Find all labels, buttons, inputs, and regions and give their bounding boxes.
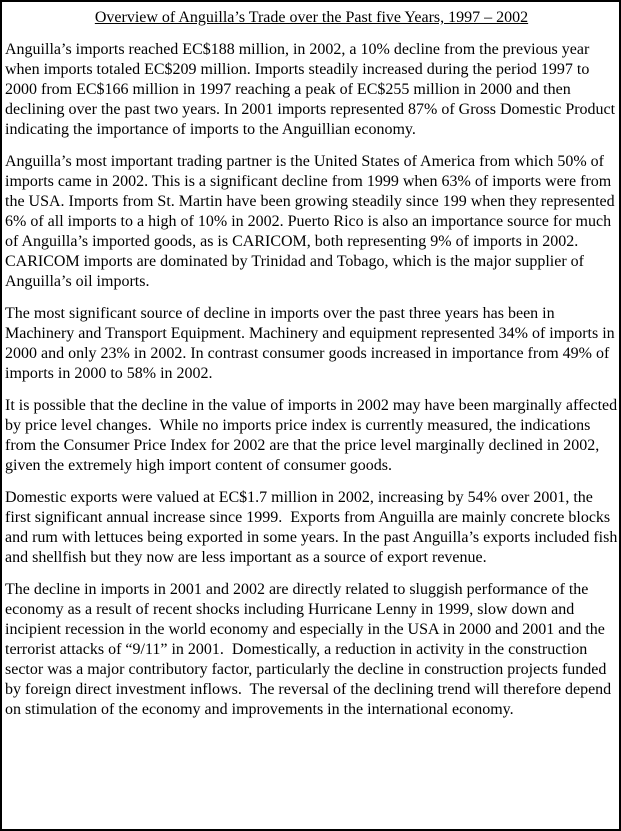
paragraph-machinery-decline: The most significant source of decline in imports over the past three years has been in Machinery and Transport Equipment. Machinery and equipment represented 34% of imports in 2000 and only 23% in 2002. In contrast consumer goods increased in importance from 49% of imports in 2000 to 58% in 2002. (5, 305, 619, 382)
paragraph-decline-causes: The decline in imports in 2001 and 2002 are directly related to sluggish performance of the economy as a result of recent shocks including Hurricane Lenny in 1999, slow down and incipient recession in the world economy and especially in the USA in 2000 and 2001 and the terrorist attacks of “9/11” in 2001. Domestically, a reduction in activity in the construction sector was a major contributory factor, particularly the decline in construction projects funded by foreign direct investment inflows. The reversal of the declining trend will therefore depend on stimulation of the economy and improvements in the international economy. (5, 581, 616, 718)
paragraph-price-level: It is possible that the decline in the value of imports in 2002 may have been marginally affected by price level changes. While no imports price index is currently measured, the indications from the Consumer Price Index for 2002 are that the price level marginally declined in 2002, given the extremely high import content of consumer goods. (5, 397, 621, 474)
paragraph-imports-overview: Anguilla’s imports reached EC$188 million, in 2002, a 10% decline from the previous year when imports totaled EC$209 million. Imports steadily increased during the period 1997 to 2000 from EC$166 million in 1997 reaching a peak of EC$255 million in 2000 and then declining over the past two years. In 2001 imports represented 87% of Gross Domestic Product indicating the importance of imports to the Anguillian economy. (5, 41, 620, 138)
paragraph-domestic-exports: Domestic exports were valued at EC$1.7 million in 2002, increasing by 54% over 2001, the first significant annual increase since 1999. Exports from Anguilla are mainly concrete blocks and rum with lettuces being exported in some years. In the past Anguilla’s exports included fish and shellfish but they now are less important as a source of export revenue. (5, 489, 621, 566)
paragraph-trading-partners: Anguilla’s most important trading partner is the United States of America from which 50% of imports came in 2002. This is a significant decline from 1999 when 63% of imports were from the USA. Imports from St. Martin have been growing steadily since 199 when they represented 6% of all imports to a high of 10% in 2002. Puerto Rico is also an importance source for much of Anguilla’s imported goods, as is CARICOM, both representing 9% of imports in 2002. CARICOM imports are dominated by Trinidad and Tobago, which is the major supplier of Anguilla’s oil imports. (5, 153, 619, 290)
document-title: Overview of Anguilla’s Trade over the Past five Years, 1997 – 2002 (94, 9, 529, 26)
